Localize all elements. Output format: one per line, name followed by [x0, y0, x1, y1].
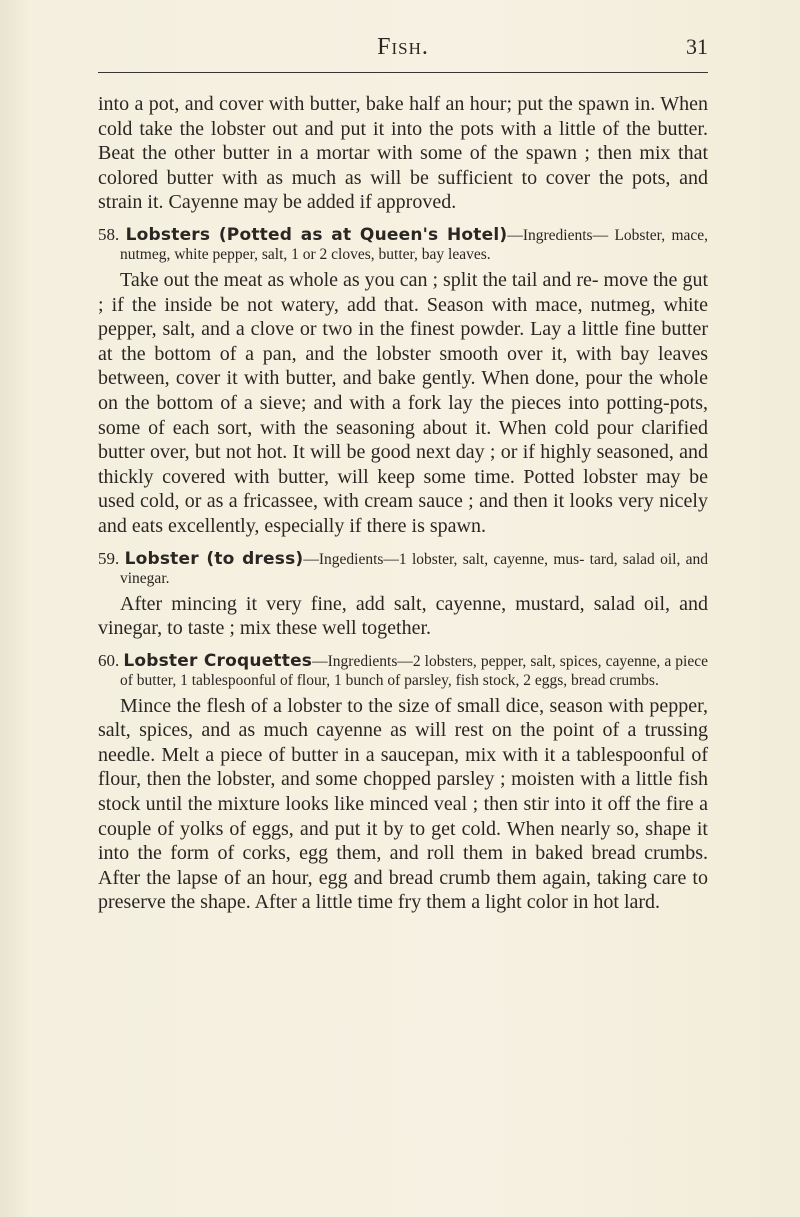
page-header — [98, 28, 708, 68]
running-title: Fish. — [377, 34, 429, 60]
recipe-number: 59. — [98, 548, 120, 568]
recipe-heading — [98, 651, 708, 690]
recipe-heading — [98, 225, 708, 264]
recipe-text: Mince the flesh of a lobster to the size of small dice, season with pepper, salt, spices, and as much cayenne as will rest on the point of a trussing needle. Melt a piece of butter in a saucepan, mix with it a tablespoonful of flour, then the lobster, and some chopped parsley ; moisten with a little fish stock until the mixture looks like minced veal ; then stir into it off the fire a couple of yolks of eggs, and put it by to get cold. When nearly so, shape it into the form of corks, egg them, and roll them in baked bread crumbs. After the lapse of an hour, egg and bread crumb them again, taking care to preserve the shape. After a little time fry them a light color in hot lard. — [98, 694, 708, 914]
recipe-59 — [98, 549, 708, 641]
recipe-heading — [98, 549, 708, 588]
page-body — [98, 92, 708, 915]
recipe-58 — [98, 225, 708, 539]
recipe-ingredients: —Ingredients— Lobster, mace, nutmeg, white pepper, salt, 1 or 2 cloves, butter, bay leaves. — [120, 226, 709, 263]
header-rule — [98, 72, 708, 73]
recipe-text: Take out the meat as whole as you can ; split the tail and re- move the gut ; if the inside be not watery, add that. Season with mace, nutmeg, white pepper, salt, and a clove or two in the finest powder. Lay a little fine butter at the bottom of a pan, and the lobster smooth over it, with bay leaves between, cover it with butter, and bake gently. When done, pour the whole on the bottom of a sieve; and with a fork lay the pieces into potting-pots, some of each sort, with the seasoning about it. When cold pour clarified butter over, but not hot. It will be good next day ; or if highly seasoned, and thickly covered with butter, will keep some time. Potted lobster may be used cold, or as a fricassee, with cream sauce ; and then it looks very nicely and eats excellently, especially if there is spawn. — [98, 268, 708, 537]
recipe-ingredients: —Ingedients—1 lobster, salt, cayenne, mus- tard, salad oil, and vinegar. — [120, 550, 708, 587]
recipe-text: After mincing it very fine, add salt, cayenne, mustard, salad oil, and vinegar, to taste ; mix these well together. — [98, 592, 708, 640]
intro-paragraph: into a pot, and cover with butter, bake half an hour; put the spawn in. When cold take the lobster out and put it into the pots with a little of the butter. Beat the other butter in a mortar with some of the spawn ; then mix that colored butter with as much as will be sufficient to cover the pots, and strain it. Cayenne may be added if approved. — [98, 93, 708, 214]
recipe-title: Lobster Croquettes — [123, 650, 313, 671]
recipe-ingredients: —Ingredients—2 lobsters, pepper, salt, spices, cayenne, a piece of butter, 1 tablespoonful of flour, 1 bunch of parsley, fish stock, 2 eggs, bread crumbs. — [120, 652, 708, 689]
recipe-60 — [98, 651, 708, 915]
page-number: 31 — [686, 34, 708, 59]
recipe-title: Lobster (to dress) — [124, 548, 304, 569]
recipe-number: 60. — [98, 650, 120, 670]
recipe-title: Lobsters (Potted as at Queen's Hotel) — [125, 224, 508, 245]
recipe-number: 58. — [98, 224, 120, 244]
